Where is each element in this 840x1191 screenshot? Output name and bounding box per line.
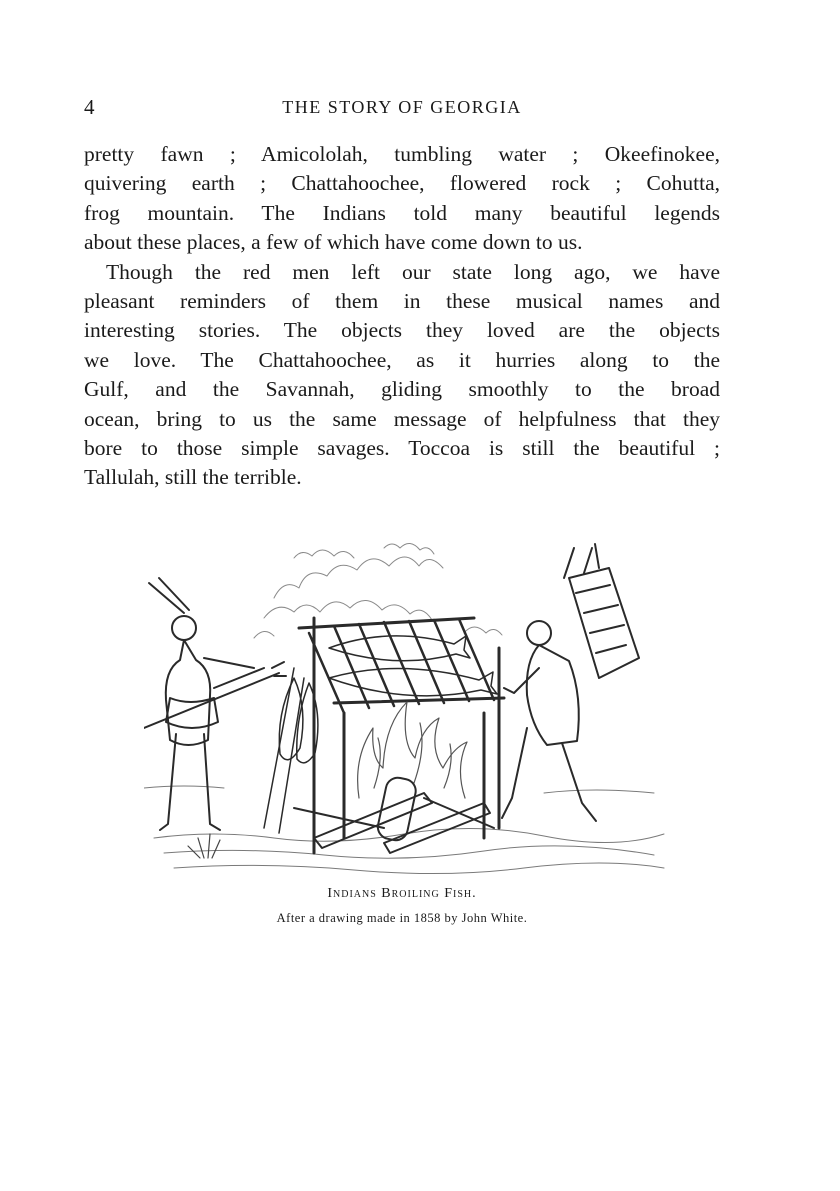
running-head: THE STORY OF GEORGIA [282, 97, 522, 117]
broiling-rack [299, 618, 504, 853]
ground [144, 786, 664, 874]
body-text [84, 140, 720, 493]
text-line: quivering earth ; Chattahoochee, flowered rock ; Cohutta, [84, 171, 720, 196]
text-line: Gulf, and the Savannah, gliding smoothly to the broad [84, 377, 720, 402]
text-line: bore to those simple savages. Toccoa is still the beautiful ; [84, 435, 720, 460]
text-line: Tallulah, still the terrible. [84, 465, 302, 490]
grass-tuft [188, 834, 220, 858]
fish-on-sticks [264, 668, 318, 833]
figure-caption-credit: After a drawing made in 1858 by John White. [276, 911, 528, 925]
figure-caption-title: Indians Broiling Fish. [327, 886, 477, 901]
text-line: ocean, bring to us the same message of helpfulness that they [84, 406, 720, 431]
man-with-spear [144, 578, 286, 830]
text-line: pleasant reminders of them in these musical names and [84, 288, 720, 313]
page-header [84, 92, 720, 122]
text-line: pretty fawn ; Amicololah, tumbling water ; Okeefinokee, [84, 142, 720, 166]
text-line: Though the red men left our state long ago, we have [106, 259, 720, 284]
illustration-indians-broiling-fish [144, 538, 672, 878]
text-line: interesting stories. The objects they loved are the objects [84, 318, 720, 343]
woman-with-basket [502, 544, 639, 821]
text-line: about these places, a few of which have come down to us. [84, 230, 583, 255]
engraving [144, 538, 672, 878]
text-line: we love. The Chattahoochee, as it hurries along to the [84, 347, 720, 372]
page-number: 4 [84, 95, 95, 119]
text-line: frog mountain. The Indians told many beautiful legends [84, 200, 720, 225]
